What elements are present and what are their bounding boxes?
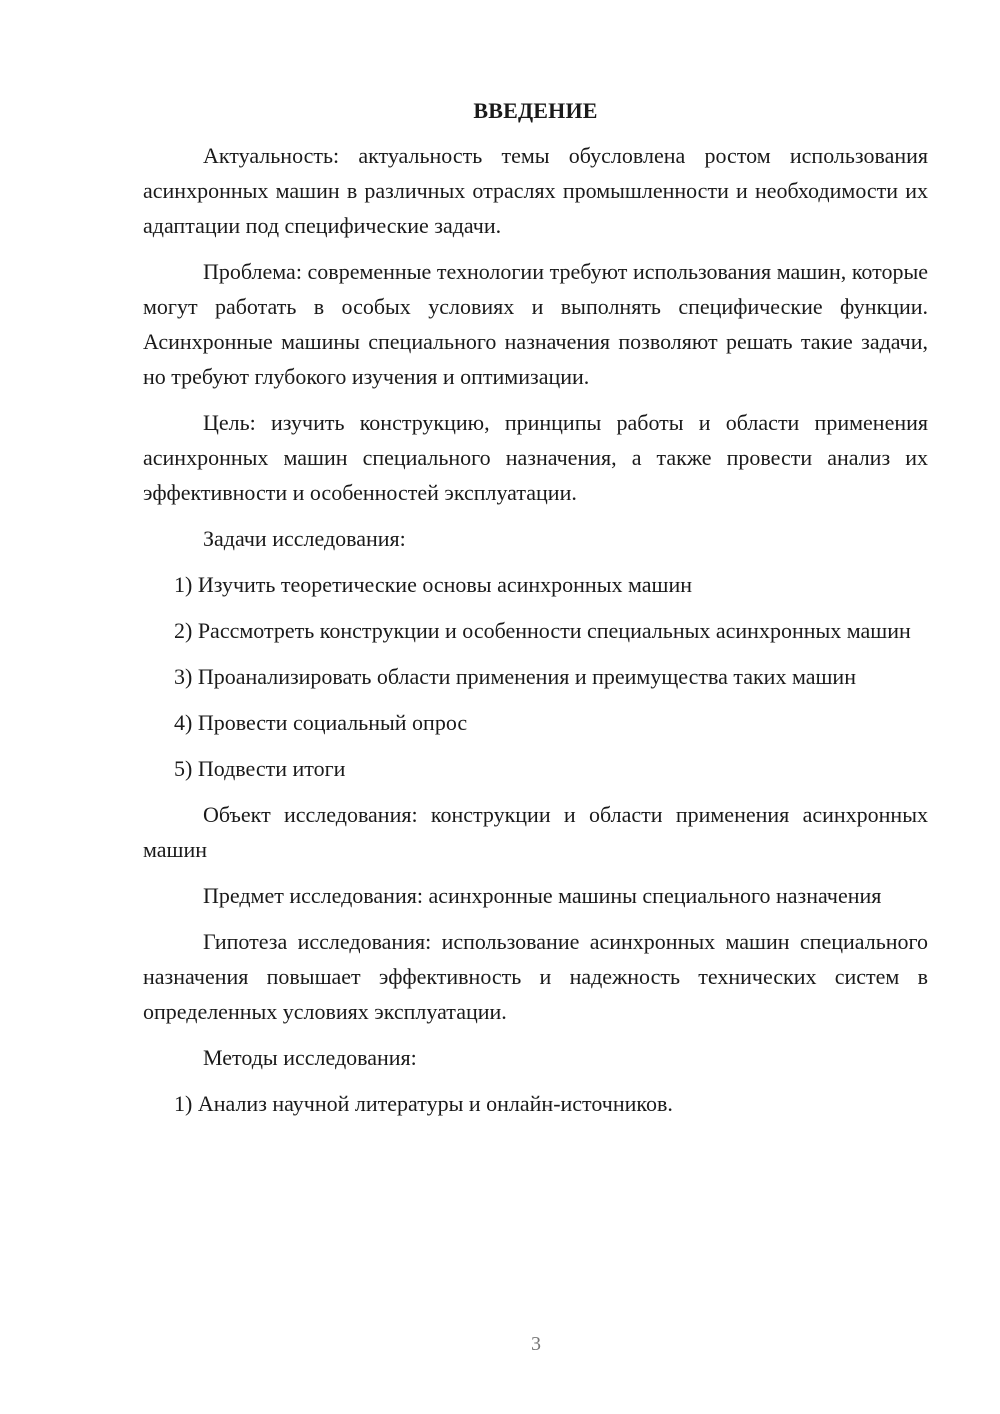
subject-paragraph: Предмет исследования: асинхронные машины специального назначения	[203, 883, 882, 908]
task-item: 1) Изучить теоретические основы асинхронных машин	[174, 572, 693, 597]
task-item: 2) Рассмотреть конструкции и особенности специальных асинхронных машин	[174, 618, 911, 643]
goal-paragraph: Цель: изучить конструкцию, принципы работы и области применения асинхронных машин специального назначения, а также провести анализ их эффективности и особенностей эксплуатации.	[143, 410, 928, 505]
problem-paragraph: Проблема: современные технологии требуют использования машин, которые могут работать в особых условиях и выполнять специфические функции. Асинхронные машины специального назначения позволяют решать такие задачи, но требуют глубокого изучения и оптимизации.	[143, 259, 928, 389]
task-item: 5) Подвести итоги	[174, 756, 346, 781]
method-item: 1) Анализ научной литературы и онлайн-источников.	[174, 1091, 673, 1116]
page-content	[143, 93, 928, 1132]
hypothesis-paragraph: Гипотеза исследования: использование асинхронных машин специального назначения повышает эффективность и надежность технических систем в определенных условиях эксплуатации.	[143, 929, 928, 1024]
tasks-heading: Задачи исследования:	[203, 526, 406, 551]
section-title: ВВЕДЕНИЕ	[473, 98, 598, 123]
task-item: 4) Провести социальный опрос	[174, 710, 468, 735]
page-number: 3	[531, 1333, 541, 1355]
relevance-paragraph: Актуальность: актуальность темы обусловлена ростом использования асинхронных машин в различных отраслях промышленности и необходимости их адаптации под специфические задачи.	[143, 143, 928, 238]
object-paragraph: Объект исследования: конструкции и области применения асинхронных машин	[143, 802, 928, 862]
task-item: 3) Проанализировать области применения и преимущества таких машин	[174, 664, 856, 689]
methods-heading: Методы исследования:	[203, 1045, 417, 1070]
